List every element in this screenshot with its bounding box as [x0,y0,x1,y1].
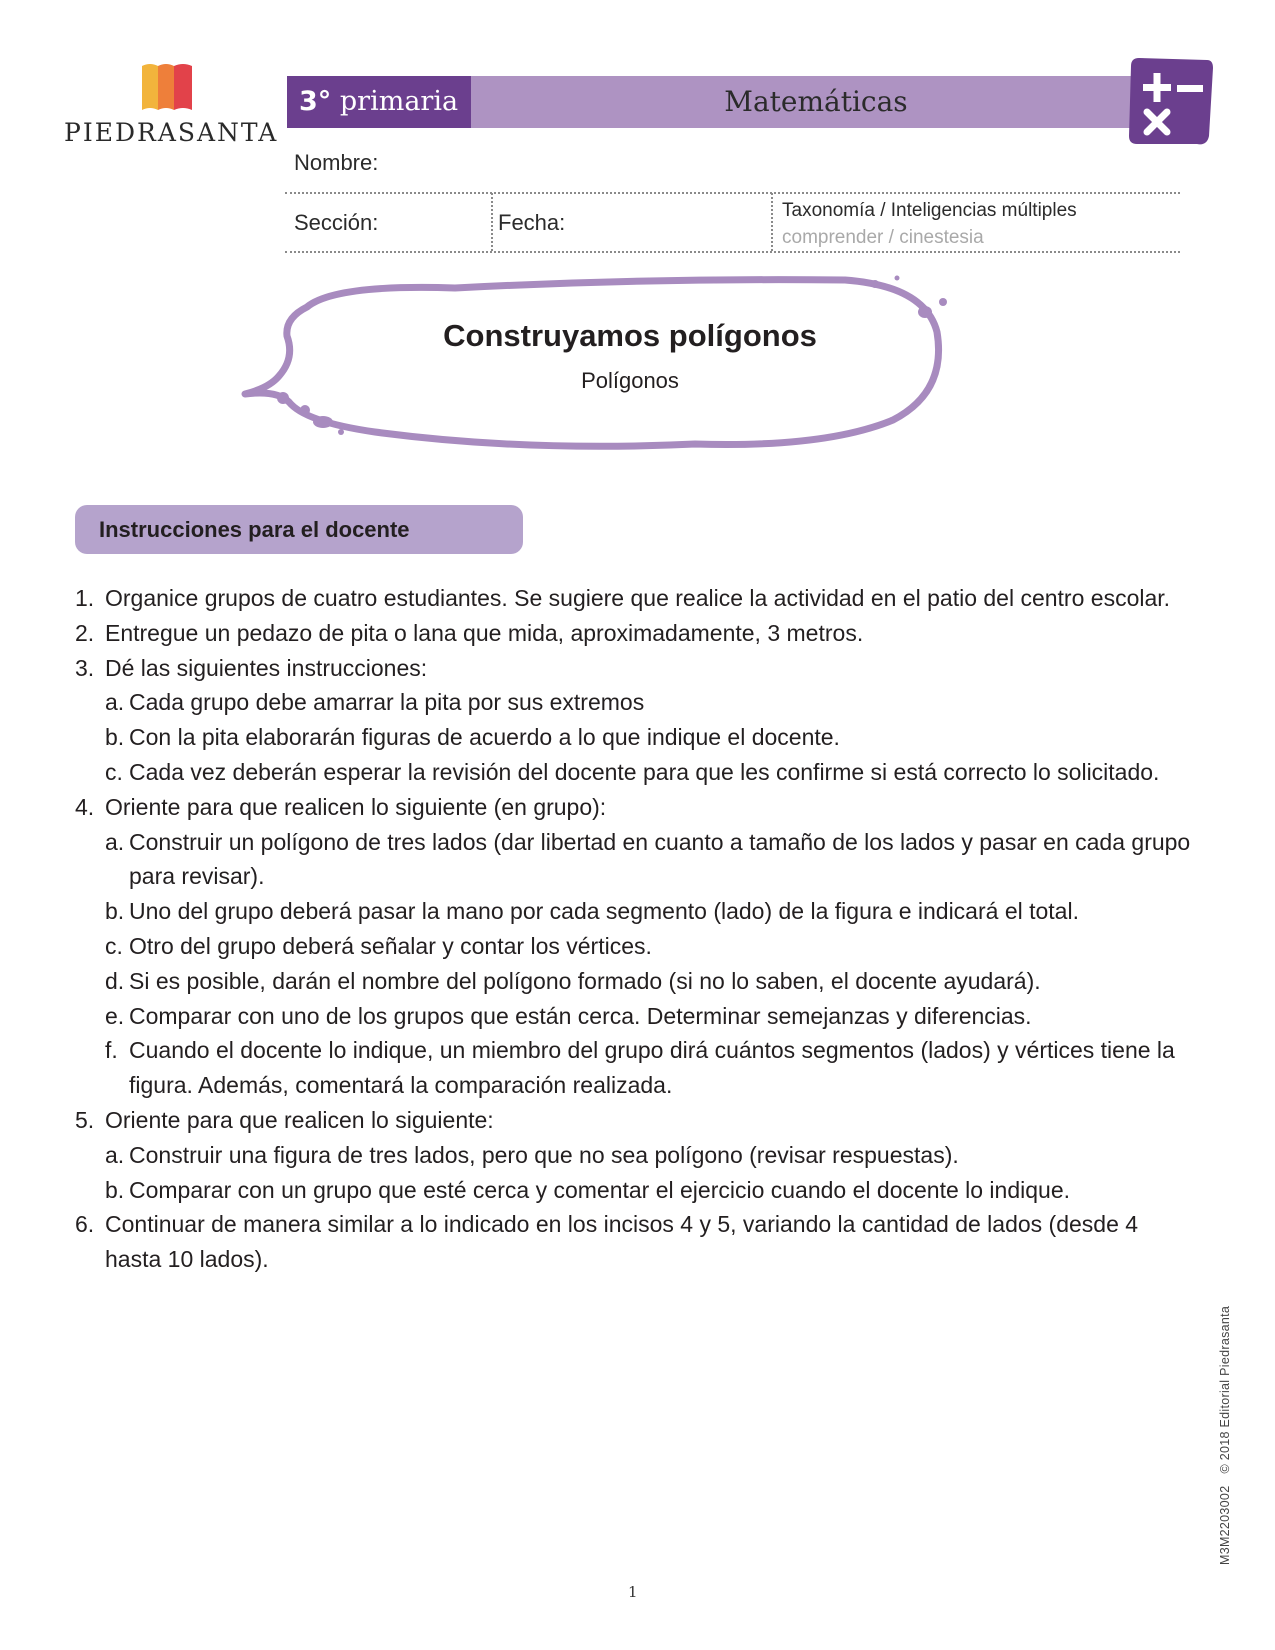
sub-item-text: Con la pita elaborarán figuras de acuerdo a lo que indique el docente. [129,724,840,751]
sub-item-letter: b. [105,1176,125,1203]
item-number: 3. [75,654,95,681]
sub-item [105,1138,1195,1173]
sub-item [105,720,1195,755]
sub-item-wrapper [75,825,1195,895]
sub-item-letter: a. [105,689,125,716]
sub-item [105,929,1195,964]
divider [491,193,493,251]
section-label: Sección: [294,210,379,235]
sub-item-letter: c. [105,758,123,785]
sub-item-wrapper [75,929,1195,964]
item-text: Dé las siguientes instrucciones: [105,654,428,681]
copyright-credit [1218,1294,1232,1565]
sub-item-letter: a. [105,1141,125,1168]
sub-item-text: Cada vez deberán esperar la revisión del docente para que les confirme si está correcto lo solicitado. [129,758,1160,785]
brand-name: PIEDRASANTA [64,118,279,147]
grade-number: 3° [299,86,332,117]
grade-badge [287,76,471,128]
sub-item-letter: d. [105,967,125,994]
page-number: 1 [628,1583,638,1601]
sub-item [105,999,1195,1034]
item-number: 1. [75,585,95,611]
sub-item [105,755,1195,790]
item-text: Oriente para que realicen lo siguiente: [105,1106,494,1133]
list-item [75,1207,1195,1277]
copyright-text: © 2018 Editorial Piedrasanta [1218,1305,1232,1474]
sub-item-letter: a. [105,828,125,855]
sub-item-text: Construir un polígono de tres lados (dar libertad en cuanto a tamaño de los lados y pasar en cada grupo para revisar). [129,828,1191,890]
grade-level: primaria [339,86,459,117]
date-label: Fecha: [498,210,566,235]
sub-item-wrapper [75,755,1195,790]
item-number: 6. [75,1211,95,1238]
list-item [75,790,1195,825]
sub-item-wrapper [75,1138,1195,1173]
item-number: 5. [75,1106,95,1133]
divider [285,251,1180,253]
item-text: Oriente para que realicen lo siguiente (en grupo): [105,793,607,820]
math-operations-icon [1127,56,1215,148]
sub-item [105,685,1195,720]
item-text: Continuar de manera similar a lo indicado en los incisos 4 y 5, variando la cantidad de lados (desde 4 hasta 10 lados). [105,1211,1139,1273]
list-item [75,616,1195,651]
sub-item-wrapper [75,720,1195,755]
sub-item [105,964,1195,999]
sub-item-letter: e. [105,1002,125,1029]
sub-item-wrapper [75,894,1195,929]
document-code: M3M2203002 [1218,1485,1232,1565]
worksheet-subtitle: Polígonos [581,368,679,393]
sub-item [105,1173,1195,1208]
name-label: Nombre: [294,150,379,175]
sub-item-text: Si es posible, darán el nombre del polígono formado (si no lo saben, el docente ayudará). [129,967,1041,994]
worksheet-title: Construyamos polígonos [443,318,817,353]
instructions-heading: Instrucciones para el docente [75,505,523,554]
sub-item [105,894,1195,929]
list-item [75,1103,1195,1138]
divider [771,193,773,251]
sub-item-text: Cuando el docente lo indique, un miembro del grupo dirá cuántos segmentos (lados) y vértices tiene la figura. Además, comentará la comparación realizada. [129,1037,1175,1099]
sub-item-text: Uno del grupo deberá pasar la mano por cada segmento (lado) de la figura e indicará el total. [129,898,1079,925]
publisher-logo [64,60,279,150]
instruction-list [75,581,1195,1277]
sub-item [105,1033,1195,1103]
sub-item-wrapper [75,964,1195,999]
list-item [75,651,1195,686]
sub-item-text: Construir una figura de tres lados, pero que no sea polígono (revisar respuestas). [129,1141,959,1168]
item-text: Organice grupos de cuatro estudiantes. Se sugiere que realice la actividad en el patio del centro escolar. [105,585,1171,611]
title-frame [225,272,985,457]
subject-title: Matemáticas [724,85,908,118]
taxonomy-label: Taxonomía / Inteligencias múltiples [782,200,1077,221]
sub-item-wrapper [75,1033,1195,1103]
item-number: 2. [75,619,95,646]
divider [285,192,1180,194]
sub-item-letter: c. [105,932,123,959]
taxonomy-value: comprender / cinestesia [782,227,984,248]
sub-item-wrapper [75,1173,1195,1208]
sub-item-wrapper [75,685,1195,720]
item-number: 4. [75,793,95,820]
sub-item [105,825,1195,895]
sub-item-letter: f. [105,1037,118,1064]
sub-item-letter: b. [105,898,125,925]
book-icon [140,62,194,112]
item-text: Entregue un pedazo de pita o lana que mida, aproximadamente, 3 metros. [105,619,864,646]
sub-item-text: Comparar con un grupo que esté cerca y comentar el ejercicio cuando el docente lo indique. [129,1176,1071,1203]
sub-item-text: Comparar con uno de los grupos que están cerca. Determinar semejanzas y diferencias. [129,1002,1032,1029]
sub-item-wrapper [75,999,1195,1034]
sub-item-text: Cada grupo debe amarrar la pita por sus extremos [129,689,645,716]
sub-item-text: Otro del grupo deberá señalar y contar los vértices. [129,932,652,959]
sub-item-letter: b. [105,724,125,751]
list-item [75,581,1195,616]
